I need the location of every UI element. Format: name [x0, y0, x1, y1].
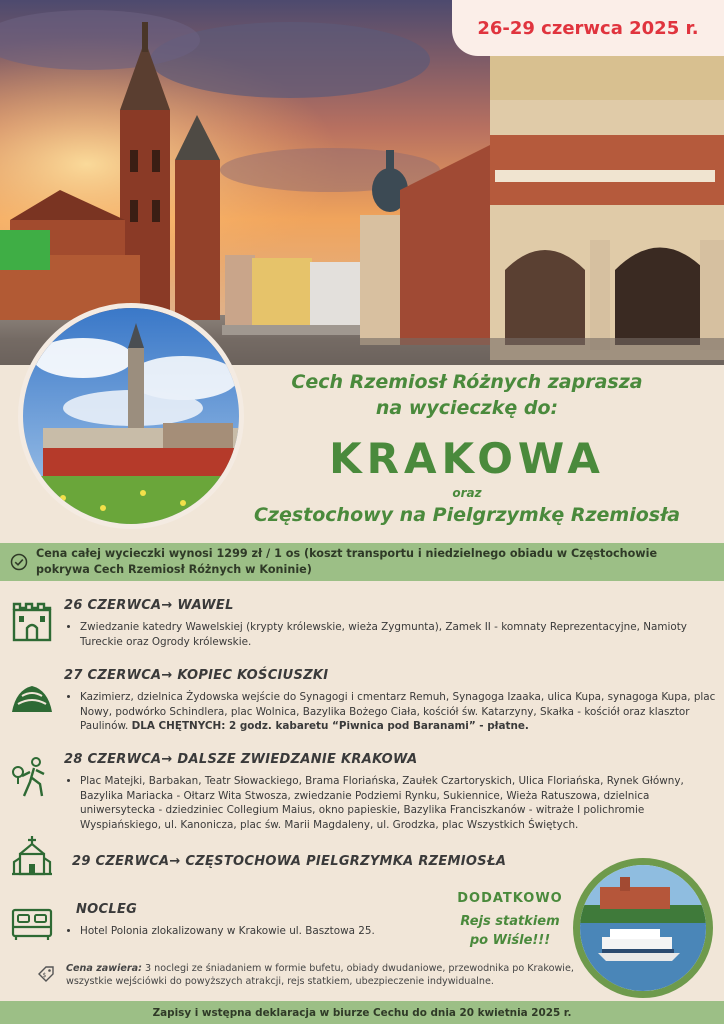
- price-tag-icon: [36, 964, 56, 984]
- footer-bar: [0, 1001, 724, 1024]
- day-27-heading: 27 CZERWCA→ KOPIEC KOŚCIUSZKI: [64, 668, 329, 683]
- title-line-2: na wycieczkę do:: [375, 397, 559, 419]
- price-line-1: Cena całej wycieczki wynosi 1299 zł / 1 os (koszt transportu i niedzielnego obiadu w Częstochowie: [36, 547, 658, 560]
- day-26-text: • Zwiedzanie katedry Wawelskiej (krypty królewskie, wieża Zygmunta), Zamek II - komnaty Reprezentacyjne, Namioty Tureckie oraz Ogrody królewskie.: [80, 620, 716, 649]
- includes-label: Cena zawiera:: [66, 963, 142, 974]
- nocleg-heading: NOCLEG: [76, 902, 138, 917]
- svg-text:$: $: [42, 972, 47, 979]
- includes-content: 3 noclegi ze śniadaniem w formie bufetu, obiady dwudaniowe, przewodnika po Krakowie, wszystkie wejściówki do powyższych atrakcji, rejs statkiem, ubezpieczenie indywidualne.: [66, 963, 574, 987]
- price-line-2: pokrywa Cech Rzemiosł Różnych w Koninie): [36, 563, 312, 576]
- castle-icon: [10, 600, 54, 644]
- day-29-heading: 29 CZERWCA→ CZĘSTOCHOWA PIELGRZYMKA RZEMIOSŁA: [72, 854, 507, 869]
- day-27-text: Kazimierz, dzielnica Żydowska wejście do Synagogi i cmentarz Remuh, Synagoga Izaaka, ulica Kupa, synagoga Kupa, plac Nowy, podwórko Schindlera, plac Wolnica, Bazylika Bożego Ciała, kościół św. Katarzyny, Skałka - kościół oraz klasztor Paulinów.: [80, 691, 716, 732]
- day-28-body: [66, 774, 716, 832]
- day-27-item: [80, 690, 716, 734]
- mound-icon: [10, 676, 54, 720]
- check-circle-icon: [10, 553, 28, 571]
- title-line-1: Cech Rzemiosł Różnych zaprasza: [291, 371, 643, 393]
- day-28-text: • Plac Matejki, Barbakan, Teatr Słowackiego, Brama Floriańska, Zaułek Czartoryskich, Ulica Floriańska, Rynek Główny, Bazylika Mariacka - Ołtarz Wita Stwosza, zwiedzanie Podziemi Rynku, Sukiennice, Wieża Ratuszowa, dzielnica uniwersytecka - dziedziniec Collegium Maius, okno papieskie, Bazylika Franciszkanów - witraże I polichromie Wyspiańskiego, ul. Kanonicza, plac św. Marii Magdaleny, ul. Grodzka, plac Wszystkich Świętych.: [80, 774, 716, 832]
- title-oraz: oraz: [452, 486, 482, 500]
- includes-section: [36, 962, 596, 988]
- extra-line-1: Rejs statkiem: [460, 914, 560, 929]
- price-bar: [0, 543, 724, 581]
- day-28-heading: 28 CZERWCA→ DALSZE ZWIEDZANIE KRAKOWA: [64, 752, 418, 767]
- title-line-3: Częstochowy na Pielgrzymkę Rzemiosła: [253, 504, 681, 526]
- day-26-heading: 26 CZERWCA→ WAWEL: [64, 598, 234, 613]
- bed-icon: [10, 902, 54, 946]
- extra-text: [440, 912, 580, 950]
- extra-title: DODATKOWO: [457, 891, 563, 906]
- day-27-body: [66, 690, 716, 734]
- day-27-bold: DLA CHĘTNYCH: 2 godz. kabaretu “Piwnica pod Baranami” - płatne.: [131, 720, 529, 732]
- nocleg-text: • Hotel Polonia zlokalizowany w Krakowie ul. Basztowa 25.: [80, 924, 426, 939]
- footer-text: Zapisy i wstępna deklaracja w biurze Cechu do dnia 20 kwietnia 2025 r.: [152, 1006, 572, 1019]
- date-badge-text: 26-29 czerwca 2025 r.: [477, 17, 699, 39]
- date-badge: [452, 0, 724, 56]
- church-icon: [10, 834, 54, 878]
- title-main: KRAKOWA: [329, 434, 605, 483]
- nocleg-body: [66, 924, 426, 939]
- extra-line-2: po Wiśle!!!: [469, 933, 551, 948]
- tourist-icon: [10, 756, 54, 800]
- price-text: [36, 546, 657, 578]
- title-block: [210, 368, 724, 526]
- day-26-body: [66, 620, 716, 649]
- includes-text: [66, 962, 596, 988]
